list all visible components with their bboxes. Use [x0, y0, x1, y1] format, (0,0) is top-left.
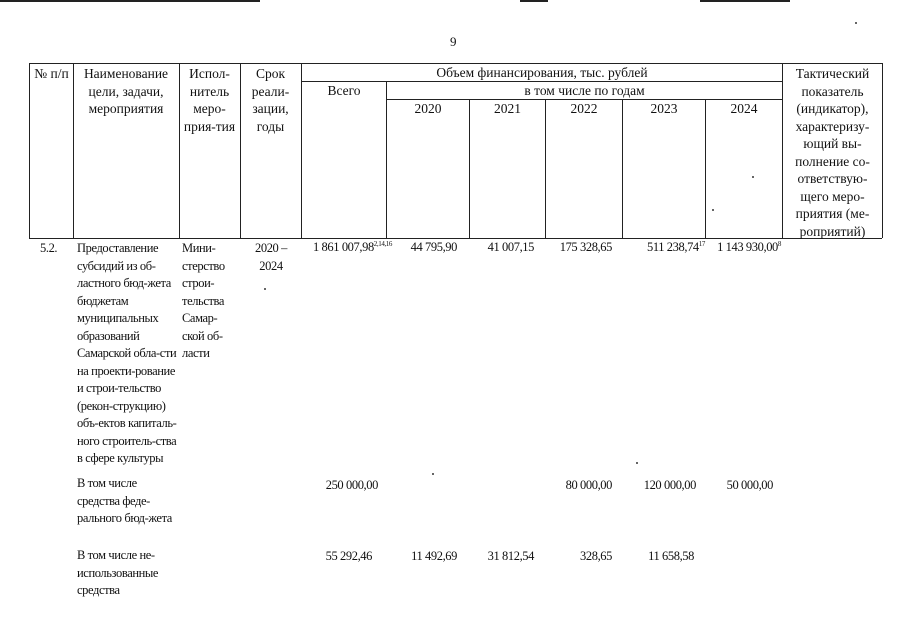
col-border [469, 99, 470, 238]
row-2024 [705, 239, 781, 255]
header-year-2022: 2022 [570, 101, 598, 116]
scan-speck [432, 473, 434, 475]
scan-speck [855, 22, 857, 24]
col-border [179, 63, 180, 238]
row-2020: 44 795,90 [410, 240, 457, 254]
scan-speck [712, 209, 714, 211]
sub2-total: 55 292,46 [325, 549, 372, 563]
sub1-label: В том числе средства феде-рального бюд-жета [77, 476, 172, 525]
sub1-total: 250 000,00 [325, 478, 378, 492]
col-border [782, 63, 783, 238]
col-border [29, 63, 30, 238]
sub2-2023: 11 658,58 [648, 549, 694, 563]
row-2023 [620, 239, 705, 255]
row-2021: 41 007,15 [487, 240, 534, 254]
row-2024-value: 1 143 930,00 [717, 240, 778, 254]
sub1-2022: 80 000,00 [565, 478, 612, 492]
col-border [622, 99, 623, 238]
header-by-years: в том числе по годам [524, 83, 645, 98]
scan-speck [752, 176, 754, 178]
scan-speck [264, 288, 266, 290]
row-total-value: 1 861 007,98 [312, 240, 374, 254]
header-total: Всего [327, 83, 361, 98]
col-border [240, 63, 241, 238]
header-year-2023: 2023 [650, 101, 678, 116]
sub2-2022: 328,65 [580, 549, 612, 563]
col-border [882, 63, 883, 238]
header-year-2024: 2024 [730, 101, 758, 116]
header-year-2021: 2021 [494, 101, 521, 116]
header-financing: Объем финансирования, тыс. рублей [436, 65, 648, 80]
row-number: 5.2. [40, 241, 58, 255]
col-border [545, 99, 546, 238]
row-total-footnote: 2,14,16 [373, 239, 392, 248]
row-total [300, 239, 392, 255]
sub1-2023: 120 000,00 [643, 478, 696, 492]
page-number: 9 [450, 34, 457, 49]
sub1-2024: 50 000,00 [726, 478, 773, 492]
sub2-label: В том числе не-использованные средства [77, 548, 159, 597]
row-2023-value: 511 238,74 [647, 240, 699, 254]
col-border [73, 63, 74, 238]
header-executor: Испол-нитель меро-прия-тия [183, 66, 236, 134]
header-name: Наименование цели, задачи, мероприятия [83, 66, 169, 116]
row-2022: 175 328,65 [559, 240, 612, 254]
col-border [705, 99, 706, 238]
header-num: № п/п [34, 66, 69, 81]
row-period: 2020 – 2024 [255, 241, 287, 273]
sub2-2020: 11 492,69 [411, 549, 457, 563]
scan-speck [636, 462, 638, 464]
header-period: Срок реали-зации, годы [251, 66, 290, 134]
header-indicator: Тактический показатель (индикатор), характеризу-ющий вы-полнение со-ответствую-щего меро-приятия (ме-роприятий) [795, 66, 870, 239]
sub2-2021: 31 812,54 [487, 549, 534, 563]
scan-edge-line [0, 0, 260, 2]
row-name: Предоставление субсидий из об-ластного бюд-жета бюджетам муниципальных образований Самарской обла-сти на проекти-рование и строи-тельство (рекон-струкцию) объ-ектов капиталь-ного строитель-ства в сфере культуры [77, 241, 177, 465]
row-2024-footnote: 8 [777, 239, 781, 248]
scan-edge-line [520, 0, 548, 2]
row-2023-footnote: 17 [698, 239, 705, 248]
row-executor: Мини-стерство строи-тельства Самар-ской об-ласти [182, 241, 225, 360]
scan-edge-line [700, 0, 790, 2]
header-year-2020: 2020 [414, 101, 442, 116]
